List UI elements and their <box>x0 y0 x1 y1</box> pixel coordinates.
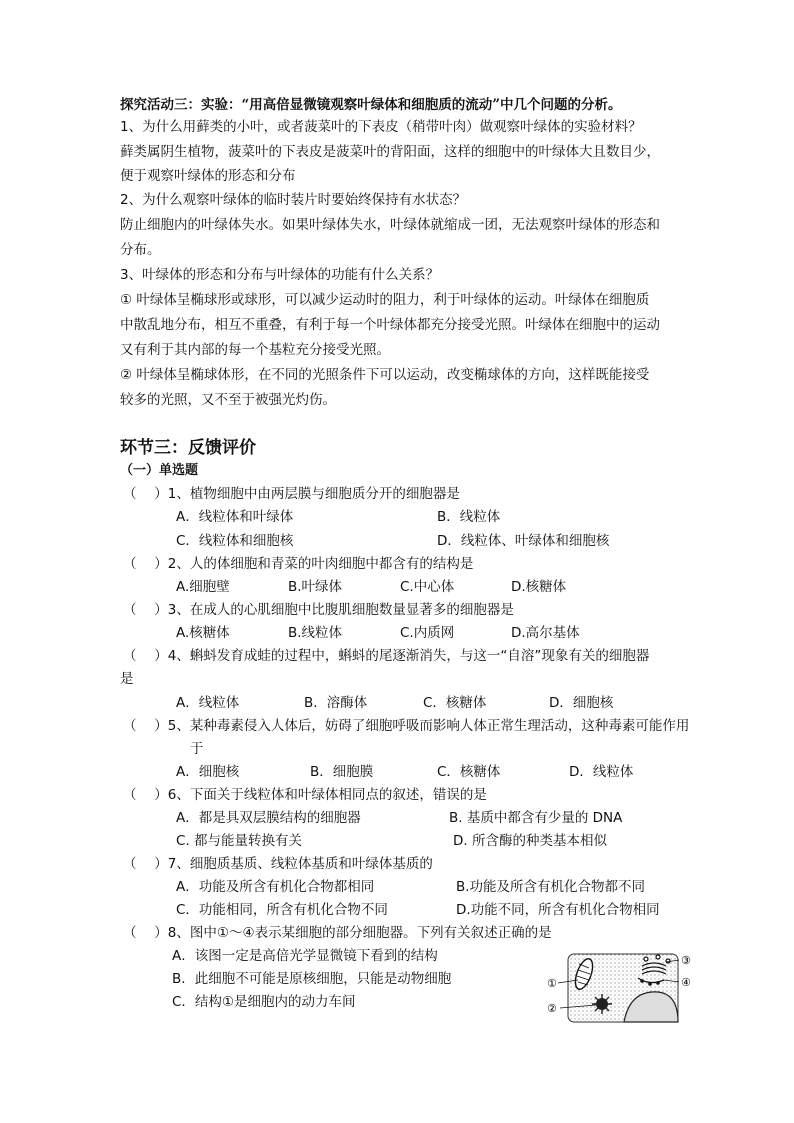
centriole-shape <box>592 994 612 1014</box>
q8-option-a: A．该图一定是高倍光学显微镜下看到的结构 <box>172 948 438 964</box>
answer-1-line-2: 便于观察叶绿体的形态和分布 <box>120 168 296 184</box>
q6-stem: （ ）6、下面关于线粒体和叶绿体相同点的叙述，错误的是 <box>123 787 487 803</box>
section-heading: 环节三：反馈评价 <box>120 438 256 458</box>
q1-option-d: D．线粒体、叶绿体和细胞核 <box>437 533 610 549</box>
q3-stem: （ ）3、在成人的心肌细胞中比腹肌细胞数量显著多的细胞器是 <box>123 602 514 618</box>
q6-option-d: D. 所含酶的种类基本相似 <box>453 833 607 849</box>
answer-2-line-1: 防止细胞内的叶绿体失水。如果叶绿体失水，叶绿体就缩成一团，无法观察叶绿体的形态和 <box>120 217 660 233</box>
activity-title: 探究活动三：实验：“用高倍显微镜观察叶绿体和细胞质的流动”中几个问题的分析。 <box>120 97 622 113</box>
q3-option-d: D.高尔基体 <box>511 625 580 641</box>
q5-option-c: C．核糖体 <box>437 764 501 780</box>
answer-3-line-4: ② 叶绿体呈椭球体形，在不同的光照条件下可以运动，改变椭球体的方向，这样既能接受 <box>120 367 650 383</box>
q5-stem: （ ）5、某种毒素侵入人体后，妨碍了细胞呼吸而影响人体正常生理活动，这种毒素可能作用 <box>123 718 690 734</box>
question-1: 1、为什么用藓类的小叶，或者菠菜叶的下表皮（稍带叶肉）做观察叶绿体的实验材料？ <box>120 119 642 135</box>
q2-option-c: C.中心体 <box>400 579 455 595</box>
q4-stem: （ ）4、蝌蚪发育成蛙的过程中，蝌蚪的尾逐渐消失，与这一“自溶”现象有关的细胞器 <box>123 648 650 664</box>
q4-stem-continued: 是 <box>120 671 134 687</box>
q3-option-a: A.核糖体 <box>176 625 230 641</box>
q6-option-a: A．都是具双层膜结构的细胞器 <box>176 810 361 826</box>
q5-option-a: A．细胞核 <box>176 764 240 780</box>
q3-option-c: C.内质网 <box>400 625 455 641</box>
q2-stem: （ ）2、人的体细胞和青菜的叶肉细胞中都含有的结构是 <box>123 556 474 572</box>
q7-option-b: B.功能及所含有机化合物都不同 <box>456 879 646 895</box>
question-3: 3、叶绿体的形态和分布与叶绿体的功能有什么关系？ <box>120 267 440 283</box>
q4-option-b: B．溶酶体 <box>304 695 368 711</box>
q3-option-b: B.线粒体 <box>288 625 343 641</box>
q2-option-a: A.细胞壁 <box>176 579 230 595</box>
subsection-heading: （一）单选题 <box>120 463 199 478</box>
q7-stem: （ ）7、细胞质基质、线粒体基质和叶绿体基质的 <box>123 856 433 872</box>
q4-option-c: C．核糖体 <box>423 695 487 711</box>
q2-option-b: B.叶绿体 <box>288 579 343 595</box>
answer-1-line-1: 藓类属阴生植物，菠菜叶的下表皮是菠菜叶的背阳面，这样的细胞中的叶绿体大且数目少， <box>120 144 660 160</box>
figure-label-2: ② <box>547 1002 557 1015</box>
q8-stem: （ ）8、图中①～④表示某细胞的部分细胞器。下列有关叙述正确的是 <box>123 925 552 941</box>
answer-3-line-5: 较多的光照，又不至于被强光灼伤。 <box>120 392 336 408</box>
q8-option-c: C．结构①是细胞内的动力车间 <box>172 994 356 1010</box>
question-2: 2、为什么观察叶绿体的临时装片时要始终保持有水状态？ <box>120 192 467 208</box>
cell-organelle-diagram <box>546 950 696 1025</box>
q7-option-d: D.功能不同，所含有机化合物相同 <box>456 902 660 918</box>
q6-option-c: C. 都与能量转换有关 <box>176 833 303 849</box>
q1-stem: （ ）1、植物细胞中由两层膜与细胞质分开的细胞器是 <box>123 486 460 502</box>
q1-option-c: C．线粒体和细胞核 <box>176 533 294 549</box>
q7-option-c: C．功能相同，所含有机化合物不同 <box>176 902 388 918</box>
q5-option-d: D．线粒体 <box>569 764 634 780</box>
q4-option-d: D．细胞核 <box>549 695 614 711</box>
answer-2-line-2: 分布。 <box>120 242 161 258</box>
q5-stem-continued: 于 <box>190 741 204 757</box>
answer-3-line-1: ① 叶绿体呈椭球形或球形，可以减少运动时的阻力，利于叶绿体的运动。叶绿体在细胞质 <box>120 292 650 308</box>
q1-option-a: A．线粒体和叶绿体 <box>176 509 294 525</box>
figure-label-4: ④ <box>681 976 691 989</box>
q8-option-b: B．此细胞不可能是原核细胞，只能是动物细胞 <box>172 971 452 987</box>
q2-option-d: D.核糖体 <box>511 579 567 595</box>
figure-label-3: ③ <box>681 954 691 967</box>
figure-label-1: ① <box>547 977 557 990</box>
q1-option-b: B．线粒体 <box>437 509 501 525</box>
cell-organelle-figure <box>546 950 696 1025</box>
q4-option-a: A．线粒体 <box>176 695 240 711</box>
q6-option-b: B. 基质中都含有少量的 DNA <box>449 810 623 826</box>
answer-3-line-2: 中散乱地分布，相互不重叠，有利于每一个叶绿体都充分接受光照。叶绿体在细胞中的运动 <box>120 317 660 333</box>
answer-3-line-3: 又有利于其内部的每一个基粒充分接受光照。 <box>120 342 390 358</box>
q7-option-a: A．功能及所含有机化合物都相同 <box>176 879 375 895</box>
q5-option-b: B．细胞膜 <box>310 764 374 780</box>
